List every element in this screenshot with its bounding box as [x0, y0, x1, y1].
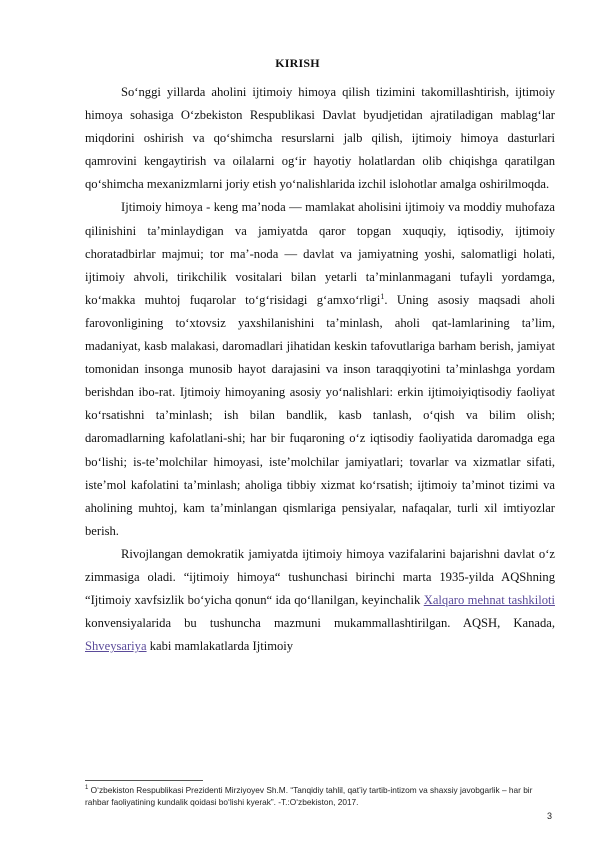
- link-shveysariya[interactable]: Shveysariya: [85, 639, 147, 654]
- paragraph-definition-text-a: Ijtimoiy himoya - keng maʼnoda — mamlakat aholisini ijtimoiy va moddiy muhofaza qilinishini taʼminlaydigan va jamiyatda qaror topgan xuquqiy, iqtisodiy, ijtimoiy choratadbirlar majmui; tor maʼ-noda — davlat va jamiyatning yoshi, salomatligi holati, ijtimoiy ahvoli, tirikchilik vositalari bilan yetarli taʼminlanmagani tufayli yordamga, koʻmakka muhtoj fuqarolar toʻgʻrisidagi gʻamxoʻrligi: [85, 200, 555, 307]
- link-xalqaro-mehnat-tashkiloti[interactable]: Xalqaro mehnat tashkiloti: [423, 593, 555, 608]
- paragraph-intro: So‘nggi yillarda aholini ijtimoiy himoya qilish tizimini takomillashtirish, ijtimoiy himoya sohasiga O‘zbekiston Respublikasi Davlat byudjetidan ajratiladigan mablag‘lar miqdorini oshirish va qo‘shimcha resurslarni jalb qilish, ijtimoiy himoya dasturlari qamrovini kengaytirish va oilalarni og‘ir hayotiy holatlardan olib chiqishga qaratilgan qo‘shimcha mexanizmlarni joriy etish yo‘nalishlarida izchil islohotlar amalga oshirilmoqda.: [85, 85, 555, 192]
- paragraph-history: [85, 543, 555, 658]
- paragraph-history-text-c: kabi mamlakatlarda Ijtimoiy: [149, 639, 294, 654]
- footnote-separator: [85, 780, 203, 781]
- paragraph-history-text-b: konvensiyalarida bu tushuncha mazmuni mukammallashtirilgan. AQSH, Kanada,: [85, 616, 555, 631]
- section-heading: KIRISH: [275, 56, 320, 70]
- paragraph-definition-text-b: . Uning asosiy maqsadi aholi farovonligining toʻxtovsiz yaxshilanishini taʼminlash, aholi qat-lamlarining taʼlim, madaniyat, kasb malakasi, daromadlari jihatidan keskin tafovutlariga barham berish, jamiyat tomonidan insonga munosib hayot darajasini va inson taraqqiyotini taʼminlashga yordam berishdan ibo-rat. Ijtimoiy himoyaning asosiy yoʻnalishlari: erkin ijtimoiyiqtisodiy faoliyat koʻrsatishni taʼminlash; ish bilan bandlik, kasb tanlash, oʻqish va bilim olish; daromadlarning kafolatlani-shi; har bir fuqaroning oʻz iqtisodiy faoliyatida daromadga ega boʻlishi; is-teʼmolchilar himoyasi, isteʼmolchilar jamiyatlari; tovarlar va xizmatlar sifati, isteʼmol kafolatini taʼminlash; aholiga tibbiy xizmat koʻrsatish; ijtimoiy taʼminot tizimi va aholining muhtoj, kam taʼminlangan qismlariga pensiyalar, nafaqalar, turli xil imtiyozlar berish.: [85, 292, 555, 538]
- footnote-marker: 1: [85, 785, 89, 792]
- footnote-text: O‘zbekiston Respublikasi Prezidenti Mirziyoyev Sh.M. “Tanqidiy tahlil, qat’iy tartib-intizom va shaxsiy javobgarlik – har bir rahbar faoliyatining kundalik qoidasi bo‘lishi kyerak”. -T.:O‘zbekiston, 2017.: [85, 785, 533, 807]
- paragraph-history-text-a: Rivojlangan demokratik jamiyatda ijtimoiy himoya vazifalarini bajarishni davlat oʻz zimmasiga oladi. “ijtimoiy himoya“ tushunchasi birinchi marta 1935-yilda AQShning “Ijtimoiy xavfsizlik boʻyicha qonun“ ida qoʻllanilgan, keyinchalik: [85, 546, 555, 608]
- body-text: [85, 81, 555, 658]
- footnote-reference[interactable]: 1: [380, 291, 385, 301]
- page-number: 3: [546, 811, 552, 821]
- footnote: [85, 784, 557, 808]
- paragraph-definition: [85, 196, 555, 542]
